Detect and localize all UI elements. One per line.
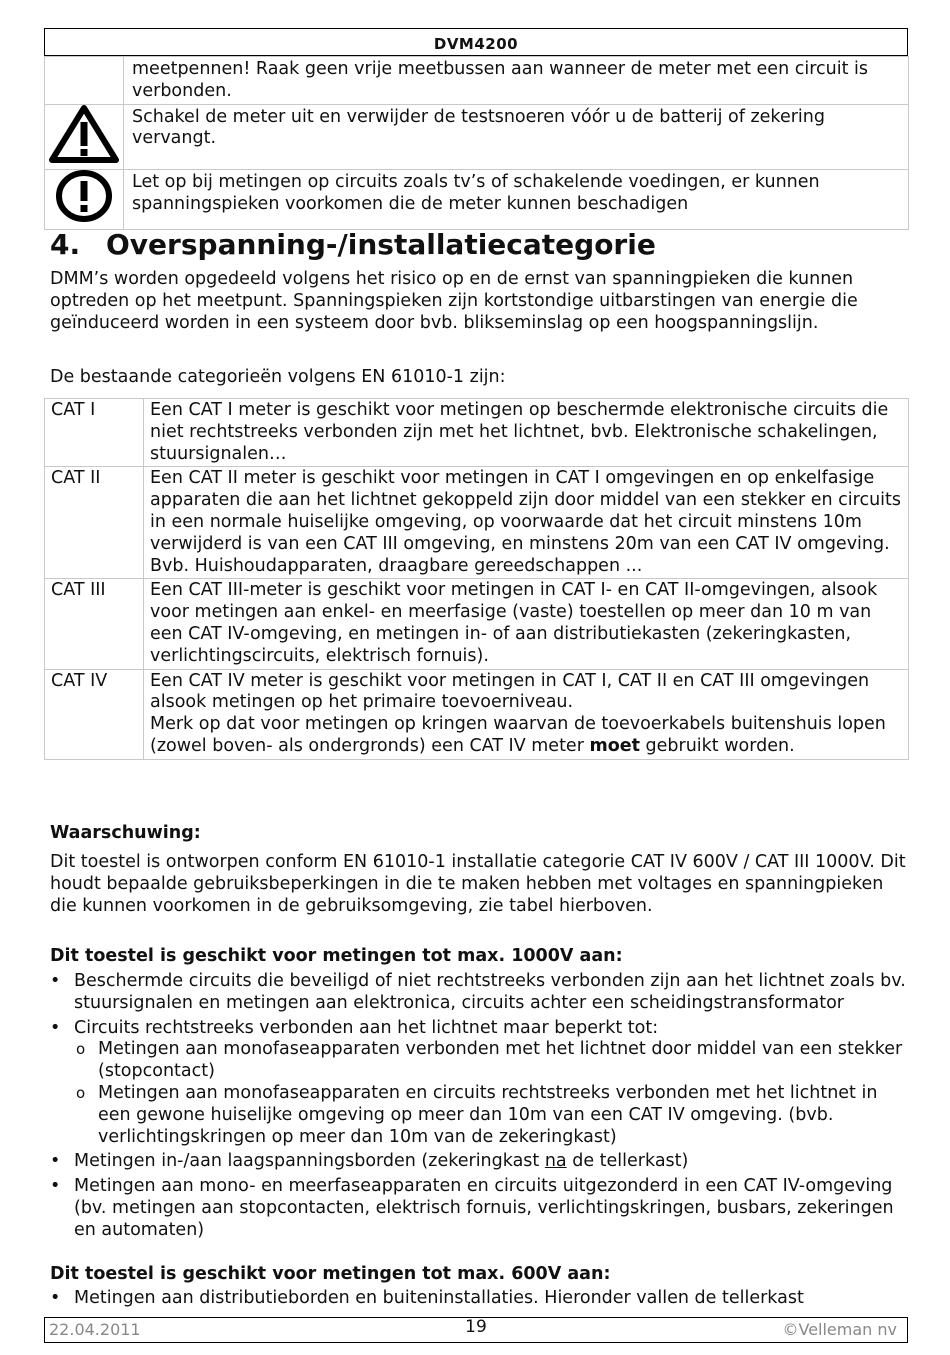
sub-list xyxy=(74,1039,910,1148)
heading-600v: Dit toestel is geschikt voor metingen tot max. 600V aan: xyxy=(50,1264,611,1284)
list-item xyxy=(50,1018,910,1149)
category-label: CAT I xyxy=(45,399,144,467)
sub-list-item: o Metingen aan monofaseapparaten verbonden met het lichtnet door middel van een stekker (stopcontact) xyxy=(74,1039,910,1083)
footer-copyright: ©Velleman nv xyxy=(782,1320,897,1339)
section-title: Overspanning-/installatiecategorie xyxy=(106,228,656,261)
category-text: Een CAT III-meter is geschikt voor metingen in CAT I- en CAT II-omgevingen, alsook voor metingen aan enkel- en meerfasige (vaste) toestellen op meer dan 10 m van een CAT IV-omgeving, en metingen in- of aan distributiekasten (zekeringkasten, verlichtingscircuits, elektrisch fornuis). xyxy=(144,579,909,669)
list-1000v xyxy=(50,971,910,1242)
categories-intro: De bestaande categorieën volgens EN 61010-1 zijn: xyxy=(50,367,506,387)
list-item: • Beschermde circuits die beveiligd of niet rechtstreeks verbonden zijn aan het lichtnet zoals bv. stuursignalen en metingen aan elektronica, circuits achter een scheidingstransformator xyxy=(50,971,910,1015)
category-label: CAT IV xyxy=(45,669,144,759)
category-text-part: gebruikt worden. xyxy=(639,735,795,756)
sub-list-item: o Metingen aan monofaseapparaten en circuits rechtstreeks verbonden met het lichtnet in een gewone huiselijke omgeving op meer dan 10m van een CAT IV omgeving. (bvb. verlichtingskringen op meer dan 10m van de zekeringkast) xyxy=(74,1083,910,1148)
category-label: CAT II xyxy=(45,467,144,579)
warning-text: Let op bij metingen op circuits zoals tv’s of schakelende voedingen, er kunnen spanningspieken voorkomen die de meter kunnen beschadigen xyxy=(124,170,909,230)
exclamation-circle-icon xyxy=(56,170,112,222)
warning-triangle-icon xyxy=(49,105,119,163)
list-600v xyxy=(50,1288,910,1310)
page-footer xyxy=(44,1317,908,1343)
category-text-emphasis: moet xyxy=(589,735,640,756)
list-item-underlined: na xyxy=(544,1151,567,1172)
category-text: Een CAT I meter is geschikt voor metingen op beschermde elektronische circuits die niet rechtstreeks verbonden zijn met het lichtnet, bvb. Elektronische schakelingen, stuursignalen… xyxy=(144,399,909,467)
list-item: • Metingen aan mono- en meerfaseapparaten en circuits uitgezonderd in een CAT IV-omgeving (bv. metingen aan stopcontacten, elektrisch fornuis, verlichtingskringen, busbars, zekeringen en automaten) xyxy=(50,1176,910,1241)
category-label: CAT III xyxy=(45,579,144,669)
list-item: • Metingen aan distributieborden en buiteninstallaties. Hieronder vallen de tellerkast xyxy=(50,1288,910,1310)
category-text-part: Een CAT IV meter is geschikt voor metingen in CAT I, CAT II en CAT III omgevingen alsook metingen op het primaire toevoerniveau. xyxy=(150,670,870,713)
safety-warnings-table xyxy=(44,56,909,230)
category-row xyxy=(45,669,909,759)
list-item-text: Metingen in-/aan laagspanningsborden (zekeringkast xyxy=(74,1151,545,1172)
warning-row xyxy=(45,170,909,230)
list-item-text: de tellerkast) xyxy=(566,1151,689,1172)
categories-table xyxy=(44,398,909,760)
category-text xyxy=(144,669,909,759)
list-item xyxy=(50,1151,910,1173)
warning-icon-cell xyxy=(45,57,124,105)
category-row xyxy=(45,399,909,467)
warning-text: meetpennen! Raak geen vrije meetbussen aan wanneer de meter met een circuit is verbonden. xyxy=(124,57,909,105)
category-row xyxy=(45,467,909,579)
warning-paragraph: Dit toestel is ontworpen conform EN 61010-1 installatie categorie CAT IV 600V / CAT III 1000V. Dit houdt bepaalde gebruiksbeperkingen in die te maken hebben met voltages en spanningpieken die kunnen voorkomen in de gebruiksomgeving, zie tabel hierboven. xyxy=(50,852,906,916)
category-text: Een CAT II meter is geschikt voor metingen in CAT I omgevingen en op enkelfasige apparaten die aan het lichtnet gekoppeld zijn door middel van een stekker en circuits in een normale huiselijke omgeving, op voorwaarde dat het circuit minstens 10m verwijderd is van een CAT III omgeving, en minstens 20m van een CAT IV omgeving. Bvb. Huishoudapparaten, draagbare gereedschappen ... xyxy=(144,467,909,579)
page-header xyxy=(44,28,908,56)
warning-text: Schakel de meter uit en verwijder de testsnoeren vóór u de batterij of zekering vervangt. xyxy=(124,104,909,170)
header-title: DVM4200 xyxy=(433,35,519,53)
warning-row xyxy=(45,104,909,170)
warning-row xyxy=(45,57,909,105)
category-row xyxy=(45,579,909,669)
warning-heading: Waarschuwing: xyxy=(50,823,201,843)
list-item-text: Circuits rechtstreeks verbonden aan het lichtnet maar beperkt tot: xyxy=(74,1017,659,1038)
warning-icon-cell xyxy=(45,104,124,170)
section-number: 4. xyxy=(50,228,81,261)
heading-1000v: Dit toestel is geschikt voor metingen tot max. 1000V aan: xyxy=(50,946,623,966)
intro-paragraph: DMM’s worden opgedeeld volgens het risico op en de ernst van spanningpieken die kunnen optreden op het meetpunt. Spanningspieken zijn kortstondige uitbarstingen van energie die geïnduceerd worden in een systeem door bvb. blikseminslag op een hoogspanningslijn. xyxy=(50,269,858,333)
section-heading xyxy=(50,228,656,262)
page-number: 19 xyxy=(465,1317,487,1337)
category-text-part: Merk op dat voor metingen op kringen waarvan de toevoerkabels buitenshuis lopen (zowel boven- als ondergronds) een CAT IV meter xyxy=(150,714,886,756)
footer-date: 22.04.2011 xyxy=(49,1320,141,1339)
warning-icon-cell xyxy=(45,170,124,230)
